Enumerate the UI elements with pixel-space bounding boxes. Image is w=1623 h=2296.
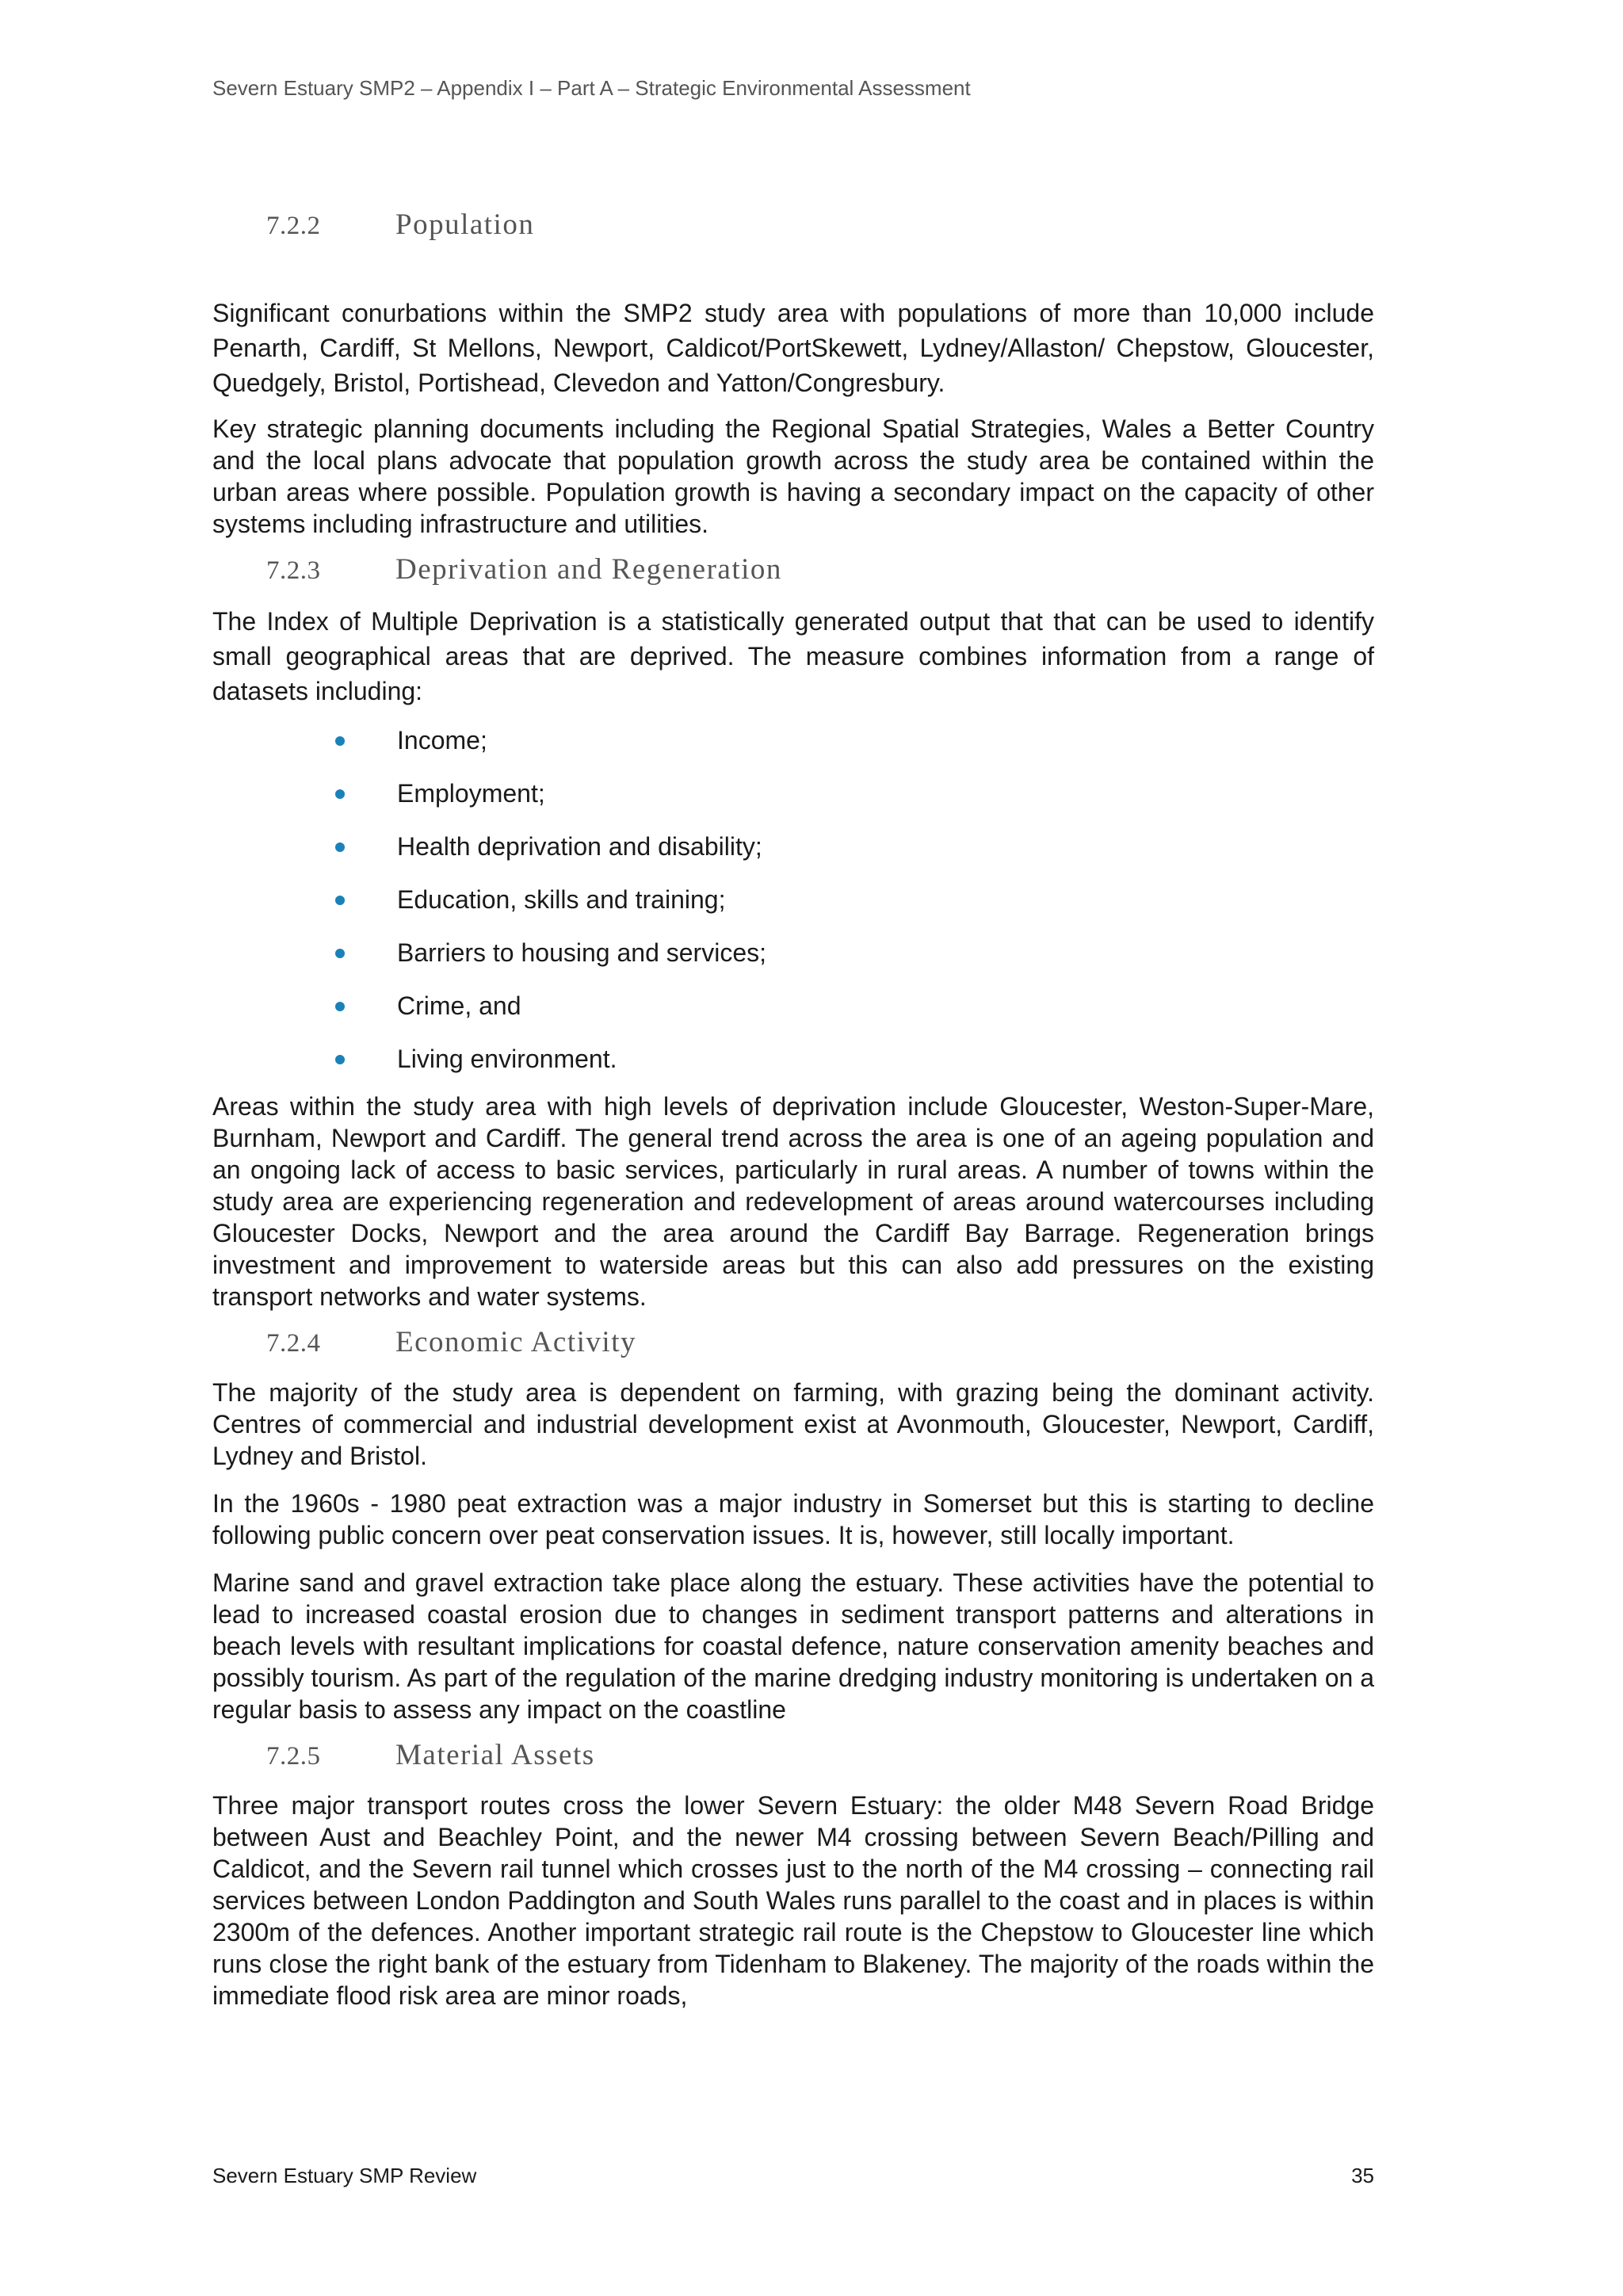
bullet-icon xyxy=(335,1002,345,1011)
section-heading-material xyxy=(212,1738,1374,1772)
paragraph: Marine sand and gravel extraction take place along the estuary. These activities have the potential to lead to increased coastal erosion due to changes in sediment transport patterns and alterations in beach levels with resultant implications for coastal defence, nature conservation amenity beaches and possibly tourism. As part of the regulation of the marine dredging industry monitoring is undertaken on a regular basis to assess any impact on the coastline xyxy=(212,1568,1374,1724)
bullet-icon xyxy=(335,842,345,852)
section-title: Population xyxy=(395,208,535,241)
paragraph: Three major transport routes cross the lower Severn Estuary: the older M48 Severn Road Bridge between Aust and Beachley Point, and the newer M4 crossing between Severn Beach/Pilling and Caldicot, and the Severn rail tunnel which crosses just to the north of the M4 crossing – connecting rail services between London Paddington and South Wales runs parallel to the coast and in places is within 2300m of the defences. Another important strategic rail route is the Chepstow to Gloucester line which runs close the right bank of the estuary from Tidenham to Blakeney. The majority of the roads within the immediate flood risk area are minor roads, xyxy=(212,1791,1374,2010)
bullet-icon xyxy=(335,896,345,905)
section-number: 7.2.2 xyxy=(266,212,321,240)
list-item: Employment; xyxy=(335,777,1374,831)
page-header: Severn Estuary SMP2 – Appendix I – Part A – Strategic Environmental Assessment xyxy=(212,76,971,100)
page-number: 35 xyxy=(1351,2164,1374,2187)
paragraph: Areas within the study area with high levels of deprivation include Gloucester, Weston-Super-Mare, Burnham, Newport and Cardiff. The general trend across the area is one of an ageing population and an ongoing lack of access to basic services, particularly in rural areas. A number of towns within the study area are experiencing regeneration and redevelopment of areas around watercourses including Gloucester Docks, Newport and the area around the Cardiff Bay Barrage. Regeneration brings investment and improvement to waterside areas but this can also add pressures on the existing transport networks and water systems. xyxy=(212,1092,1374,1311)
bullet-icon xyxy=(335,789,345,799)
section-title: Material Assets xyxy=(395,1739,595,1771)
list-item: Barriers to housing and services; xyxy=(335,937,1374,990)
bullet-icon xyxy=(335,1055,345,1064)
bullet-icon xyxy=(335,736,345,746)
bullet-icon xyxy=(335,949,345,958)
paragraph: Key strategic planning documents including the Regional Spatial Strategies, Wales a Better Country and the local plans advocate that population growth across the study area be contained within the urban areas where possible. Population growth is having a secondary impact on the capacity of other systems including infrastructure and utilities. xyxy=(212,415,1374,538)
bullet-list xyxy=(212,724,1374,1091)
paragraph: Significant conurbations within the SMP2 study area with populations of more than 10,000 include Penarth, Cardiff, St Mellons, Newport, Caldicot/PortSkewett, Lydney/Allaston/ Chepstow, Gloucester, Quedgely, Bristol, Portishead, Clevedon and Yatton/Congresbury. xyxy=(212,299,1374,397)
list-item: Living environment. xyxy=(335,1043,1374,1091)
footer-title: Severn Estuary SMP Review xyxy=(212,2164,477,2187)
list-item: Education, skills and training; xyxy=(335,884,1374,937)
section-heading-deprivation xyxy=(212,552,1374,586)
document-body xyxy=(212,208,1374,2011)
section-number: 7.2.5 xyxy=(266,1742,321,1771)
page-footer xyxy=(212,2164,1374,2188)
list-item: Income; xyxy=(335,724,1374,777)
paragraph: The majority of the study area is dependent on farming, with grazing being the dominant activity. Centres of commercial and industrial development exist at Avonmouth, Gloucester, Newport, Cardiff, Lydney and Bristol. xyxy=(212,1378,1374,1470)
list-item: Crime, and xyxy=(335,990,1374,1043)
list-item: Health deprivation and disability; xyxy=(335,831,1374,884)
section-number: 7.2.4 xyxy=(266,1329,321,1358)
section-heading-population xyxy=(212,208,1374,242)
section-number: 7.2.3 xyxy=(266,556,321,585)
paragraph: In the 1960s - 1980 peat extraction was a major industry in Somerset but this is starting to decline following public concern over peat conservation issues. It is, however, still locally important. xyxy=(212,1489,1374,1549)
section-heading-economic xyxy=(212,1325,1374,1359)
section-title: Deprivation and Regeneration xyxy=(395,553,782,586)
paragraph: The Index of Multiple Deprivation is a statistically generated output that that can be used to identify small geographical areas that are deprived. The measure combines information from a range of datasets including: xyxy=(212,607,1374,705)
section-title: Economic Activity xyxy=(395,1326,636,1358)
